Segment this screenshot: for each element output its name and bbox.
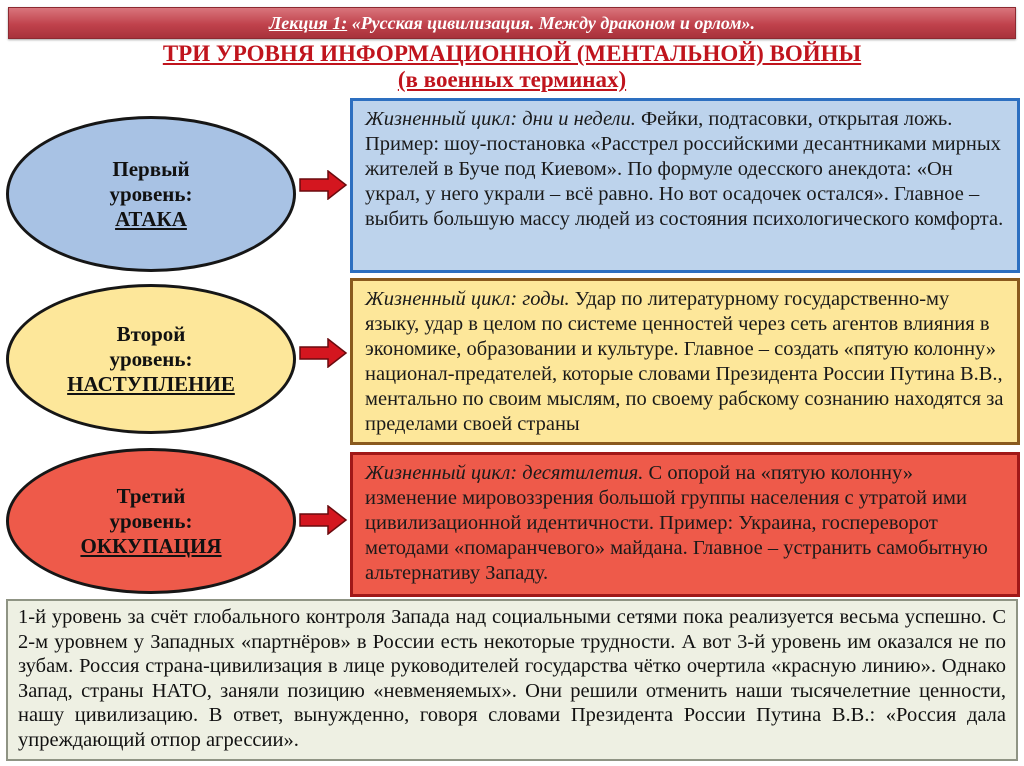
level-1-description [350, 98, 1020, 273]
level-3-lifecycle: Жизненный цикл: десятилетия. [365, 462, 644, 484]
level-3-arrow-icon [298, 505, 348, 535]
level-3-label-line1: Третий [116, 483, 186, 508]
page-title [0, 41, 1024, 93]
level-3-text: С опорой на «пятую колонну» изменение мировоззрения большой группы населения с утратой ими цивилизационной идентичности. Пример: Украина, госпереворот методами «помаранчевого» майдана. Главное – устранить самобытную альтернативу Западу. [365, 462, 988, 584]
level-1-name: АТАКА [115, 206, 187, 231]
summary-text: 1-й уровень за счёт глобального контроля Запада над социальными сетями пока реализуется весьма успешно. С 2-м уровнем у Западных «партнёров» в России есть некоторые трудности. А вот 3-й уровень им оказался не по зубам. Россия страна-цивилизация в лице руководителей государства чётко очертила «красную линию». Однако Запад, страны НАТО, заняли позицию «невменяемых». Они решили отменить наши тысячелетние ценности, нашу цивилизацию. В ответ, вынужденно, говоря словами Президента России Путина В.В.: «Россия дала упреждающий отпор агрессии». [18, 606, 1006, 751]
level-3-description [350, 452, 1020, 597]
title-line-2: (в военных терминах) [397, 67, 627, 92]
level-2-label-line1: Второй [116, 321, 186, 346]
level-2-name: НАСТУПЛЕНИЕ [67, 371, 235, 396]
level-1-arrow-icon [298, 170, 348, 200]
lecture-banner [8, 7, 1016, 39]
level-1-label-line2: уровень: [109, 181, 193, 206]
level-1-label-line1: Первый [112, 156, 190, 181]
level-2-text: Удар по литературному государственно-му языку, удар в целом по системе ценностей через сеть агентов влияния в экономике, образовании и культуре. Главное – создать «пятую колонну» национал-предателей, которые словами Президента России Путина В.В., ментально по своим мыслям, по своему рабскому сознанию находятся за пределами своей страны [365, 288, 1004, 435]
level-2-arrow-icon [298, 338, 348, 368]
level-3-label-line2: уровень: [109, 508, 193, 533]
level-3-name: ОККУПАЦИЯ [80, 533, 222, 558]
level-2-label-line2: уровень: [109, 346, 193, 371]
level-2-lifecycle: Жизненный цикл: годы. [365, 288, 570, 310]
level-2-description [350, 278, 1020, 445]
level-1-lifecycle: Жизненный цикл: дни и недели. [365, 108, 636, 130]
lecture-title: «Русская цивилизация. Между драконом и орлом». [347, 13, 756, 33]
title-line-1: ТРИ УРОВНЯ ИНФОРМАЦИОННОЙ (МЕНТАЛЬНОЙ) ВОЙНЫ [162, 41, 862, 66]
level-2-ellipse [6, 284, 296, 434]
lecture-label: Лекция 1: [268, 13, 348, 33]
level-1-ellipse [6, 116, 296, 272]
level-3-ellipse [6, 448, 296, 594]
level-1-text: Фейки, подтасовки, открытая ложь. Пример: шоу-постановка «Расстрел российскими десантниками мирных жителей в Буче под Киевом». По формуле одесского анекдота: «Он украл, у него украли – всё равно. Но вот осадочек остался». Главное – выбить большую массу людей из состояния психологического комфорта. [365, 108, 1004, 230]
summary-footer [6, 599, 1018, 761]
